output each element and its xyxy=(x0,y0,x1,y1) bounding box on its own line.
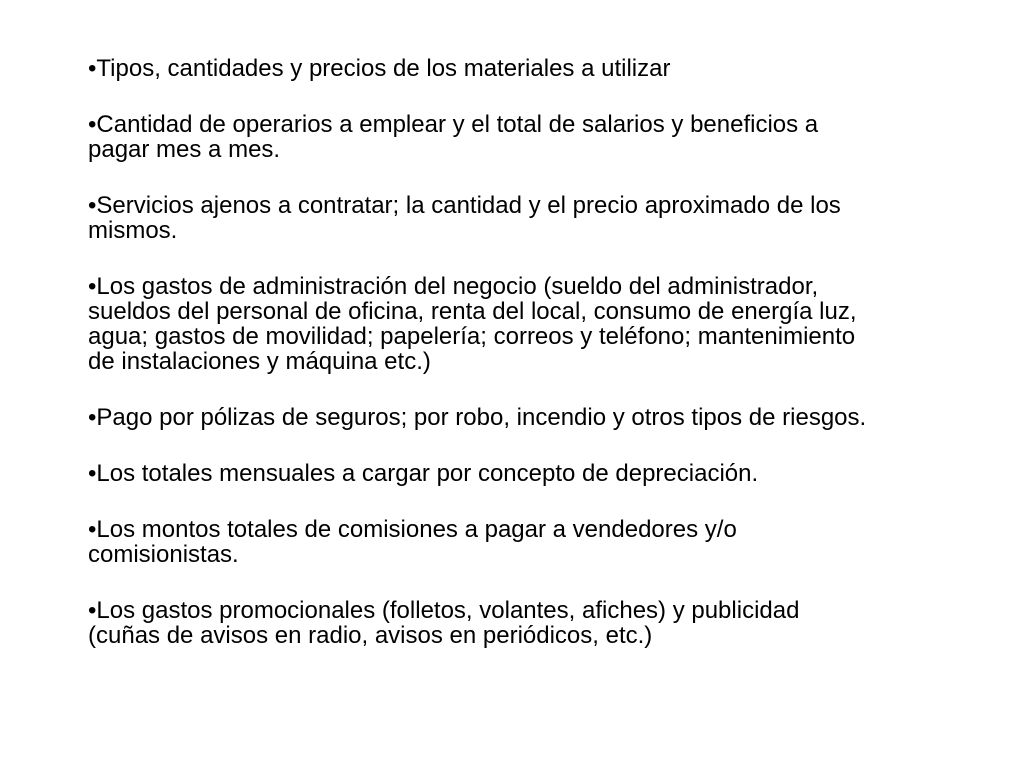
bullet-promotion: •Los gastos promocionales (folletos, volantes, afiches) y publicidad (cuñas de avisos en radio, avisos en periódicos, etc.) xyxy=(88,597,800,649)
bullet-depreciation: •Los totales mensuales a cargar por concepto de depreciación. xyxy=(88,460,759,487)
bullet-commissions: •Los montos totales de comisiones a pagar a vendedores y/o comisionistas. xyxy=(88,516,737,568)
bullet-insurance: •Pago por pólizas de seguros; por robo, incendio y otros tipos de riesgos. xyxy=(88,404,867,431)
bullet-materials: •Tipos, cantidades y precios de los materiales a utilizar xyxy=(88,55,671,82)
bullet-administration-costs: •Los gastos de administración del negocio (sueldo del administrador, sueldos del personal de oficina, renta del local, consumo de energía luz, agua; gastos de movilidad; papelería; correos y teléfono; mantenimiento de instalaciones y máquina etc.) xyxy=(88,273,857,375)
slide-content xyxy=(88,56,938,679)
bullet-external-services: •Servicios ajenos a contratar; la cantidad y el precio aproximado de los mismos. xyxy=(88,192,841,244)
bullet-operators: •Cantidad de operarios a emplear y el total de salarios y beneficios a pagar mes a mes. xyxy=(88,111,819,163)
